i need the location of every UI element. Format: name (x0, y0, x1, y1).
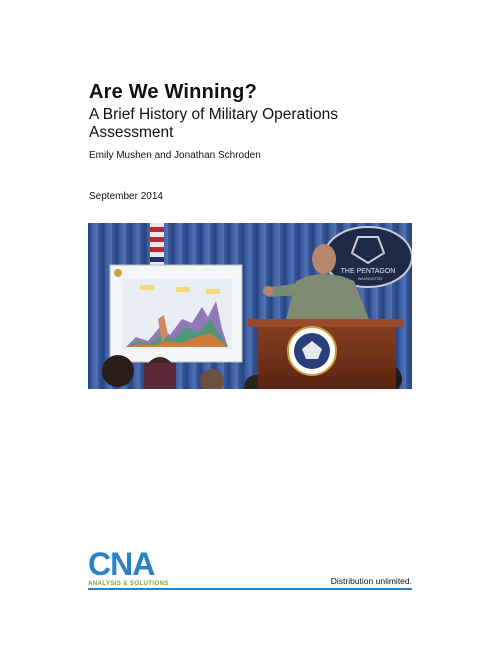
footer-rule (88, 588, 412, 590)
cna-logo (88, 548, 178, 588)
cover-photo (88, 223, 412, 389)
report-title: Are We Winning? (89, 81, 257, 103)
podium-graphic (248, 319, 404, 389)
report-subtitle: A Brief History of Military Operations Assessment (89, 106, 338, 141)
svg-text:WASHINGTON: WASHINGTON (358, 277, 382, 281)
logo-tagline: ANALYSIS & SOLUTIONS (88, 580, 169, 587)
chart-board-graphic (110, 265, 242, 362)
report-date: September 2014 (89, 191, 163, 202)
distribution-statement: Distribution unlimited. (330, 576, 412, 586)
report-authors: Emily Mushen and Jonathan Schroden (89, 150, 261, 161)
logo-wordmark: CNA (88, 546, 155, 582)
svg-text:THE PENTAGON: THE PENTAGON (340, 268, 396, 275)
